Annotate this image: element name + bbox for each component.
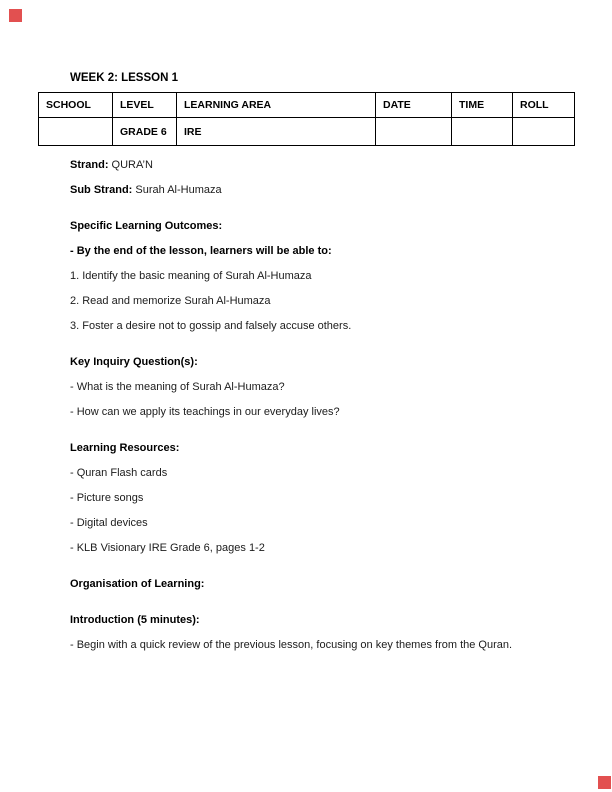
table-header-roll: ROLL (513, 93, 575, 118)
outcomes-intro: - By the end of the lesson, learners will be able to: (70, 245, 332, 257)
inquiry-title: Key Inquiry Question(s): (70, 356, 198, 368)
outcome-item-1: 1. Identify the basic meaning of Surah Al-Humaza (70, 270, 312, 282)
resource-item-4: - KLB Visionary IRE Grade 6, pages 1-2 (70, 542, 265, 554)
table-cell-time (452, 118, 513, 146)
table-header-date: DATE (376, 93, 452, 118)
outcomes-title: Specific Learning Outcomes: (70, 220, 223, 232)
outcome-item-3: 3. Foster a desire not to gossip and falsely accuse others. (70, 320, 352, 332)
table-header-time: TIME (452, 93, 513, 118)
inquiry-question-2: - How can we apply its teachings in our everyday lives? (70, 406, 340, 418)
table-cell-date (376, 118, 452, 146)
table-cell-level: GRADE 6 (113, 118, 177, 146)
table-cell-learning-area: IRE (177, 118, 376, 146)
resources-title: Learning Resources: (70, 442, 180, 454)
sub-strand-label: Sub Strand: (70, 184, 133, 196)
outcome-item-2: 2. Read and memorize Surah Al-Humaza (70, 295, 271, 307)
resource-item-3: - Digital devices (70, 517, 148, 529)
document-content (46, 71, 549, 663)
introduction-body: - Begin with a quick review of the previous lesson, focusing on key themes from the Quran. (70, 639, 513, 651)
table-cell-roll (513, 118, 575, 146)
resource-item-1: - Quran Flash cards (70, 467, 168, 479)
page-corner-marker-top-left (9, 9, 22, 22)
table-cell-school (39, 118, 113, 146)
lesson-heading: WEEK 2: LESSON 1 (70, 72, 178, 84)
table-header-learning-area: LEARNING AREA (177, 93, 376, 118)
page-corner-marker-bottom-right (598, 776, 611, 789)
table-header-school: SCHOOL (39, 93, 113, 118)
introduction-title: Introduction (5 minutes): (70, 614, 200, 626)
strand-value: QURA’N (108, 159, 153, 171)
organisation-title: Organisation of Learning: (70, 578, 205, 590)
strand-label: Strand: (70, 159, 109, 171)
resource-item-2: - Picture songs (70, 492, 144, 504)
sub-strand-value: Surah Al-Humaza (132, 184, 222, 196)
inquiry-question-1: - What is the meaning of Surah Al-Humaza? (70, 381, 285, 393)
lesson-info-table (38, 92, 575, 146)
table-value-row (39, 118, 575, 146)
table-header-level: LEVEL (113, 93, 177, 118)
sub-strand-line (70, 183, 544, 197)
strand-line (70, 158, 544, 172)
table-header-row (39, 93, 575, 118)
